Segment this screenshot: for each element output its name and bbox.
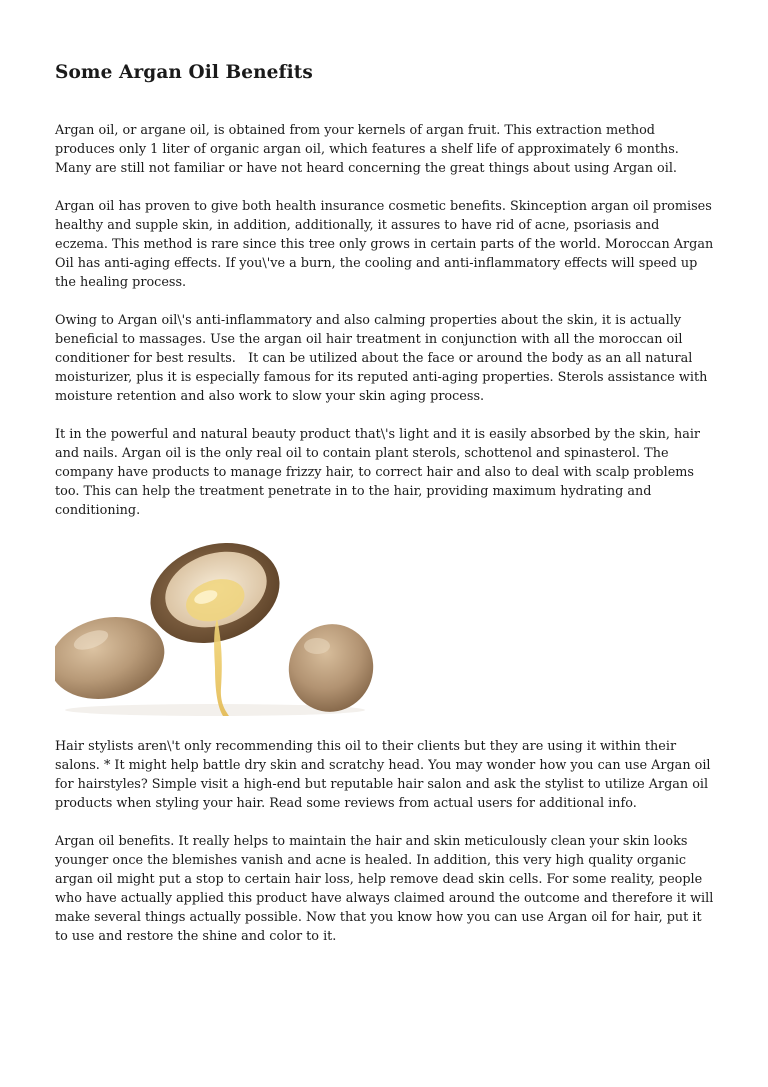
page-title: Some Argan Oil Benefits [55,62,313,83]
paragraph-origin [55,121,715,178]
text-line: Owing to Argan oil\'s anti-inflammatory and also calming properties about the skin, it is actually [55,313,682,328]
paragraph-argan-benefits [55,832,715,946]
text-line: beneficial to massages. Use the argan oil hair treatment in conjunction with all the moroccan oil [55,332,683,347]
text-line: moisturizer, plus it is especially famous for its reputed anti-aging properties. Sterols assistance with [55,370,708,385]
text-line: younger once the blemishes vanish and acne is healed. In addition, this very high quality organic [55,853,687,868]
argan-nuts-illustration [55,538,375,716]
text-line: produces only 1 liter of organic argan oil, which features a shelf life of approximately 6 months. [55,142,679,157]
text-line: Oil has anti-aging effects. If you\'ve a burn, the cooling and anti-inflammatory effects will speed up [55,256,698,271]
argan-nuts-image [55,538,375,716]
text-line: Hair stylists aren\'t only recommending this oil to their clients but they are using it within their [55,739,677,754]
text-line: who have actually applied this product have always claimed around the outcome and therefore it will [55,891,714,906]
paragraph-hair-stylists [55,737,715,813]
text-line: conditioner for best results. It can be utilized about the face or around the body as an all natural [55,351,693,366]
text-line: eczema. This method is rare since this tree only grows in certain parts of the world. Moroccan Argan [55,237,714,252]
text-line: It in the powerful and natural beauty product that\'s light and it is easily absorbed by the skin, hair [55,427,701,442]
text-line: moisture retention and also work to slow your skin aging process. [55,389,485,404]
paragraph-anti-inflammatory [55,311,715,406]
paragraph-beauty-product [55,425,715,520]
text-line: Argan oil benefits. It really helps to maintain the hair and skin meticulously clean your skin looks [55,834,688,849]
text-line: make several things actually possible. Now that you know how you can use Argan oil for hair, put it [55,910,702,925]
paragraph-health-benefits [55,197,715,292]
text-line: Argan oil, or argane oil, is obtained from your kernels of argan fruit. This extraction method [55,123,655,138]
text-line: Many are still not familiar or have not heard concerning the great things about using Argan oil. [55,161,677,176]
text-line: company have products to manage frizzy hair, to correct hair and also to deal with scalp problems [55,465,694,480]
nut-right [277,613,375,716]
text-line: healthy and supple skin, in addition, additionally, it assures to have rid of acne, psoriasis and [55,218,660,233]
text-line: and nails. Argan oil is the only real oil to contain plant sterols, schottenol and spinasterol. The [55,446,669,461]
nut-left [55,607,172,709]
text-line: too. This can help the treatment penetrate in to the hair, providing maximum hydrating and [55,484,652,499]
text-line: products when styling your hair. Read some reviews from actual users for additional info. [55,796,637,811]
text-line: salons. * It might help battle dry skin and scratchy head. You may wonder how you can use Argan oil [55,758,711,773]
text-line: Argan oil has proven to give both health insurance cosmetic benefits. Skinception argan oil promises [55,199,712,214]
text-line: to use and restore the shine and color to it. [55,929,337,944]
text-line: argan oil might put a stop to certain hair loss, help remove dead skin cells. For some reality, people [55,872,703,887]
text-line: the healing process. [55,275,187,290]
text-line: for hairstyles? Simple visit a high-end but reputable hair salon and ask the stylist to utilize Argan oil [55,777,709,792]
text-line: conditioning. [55,503,141,518]
